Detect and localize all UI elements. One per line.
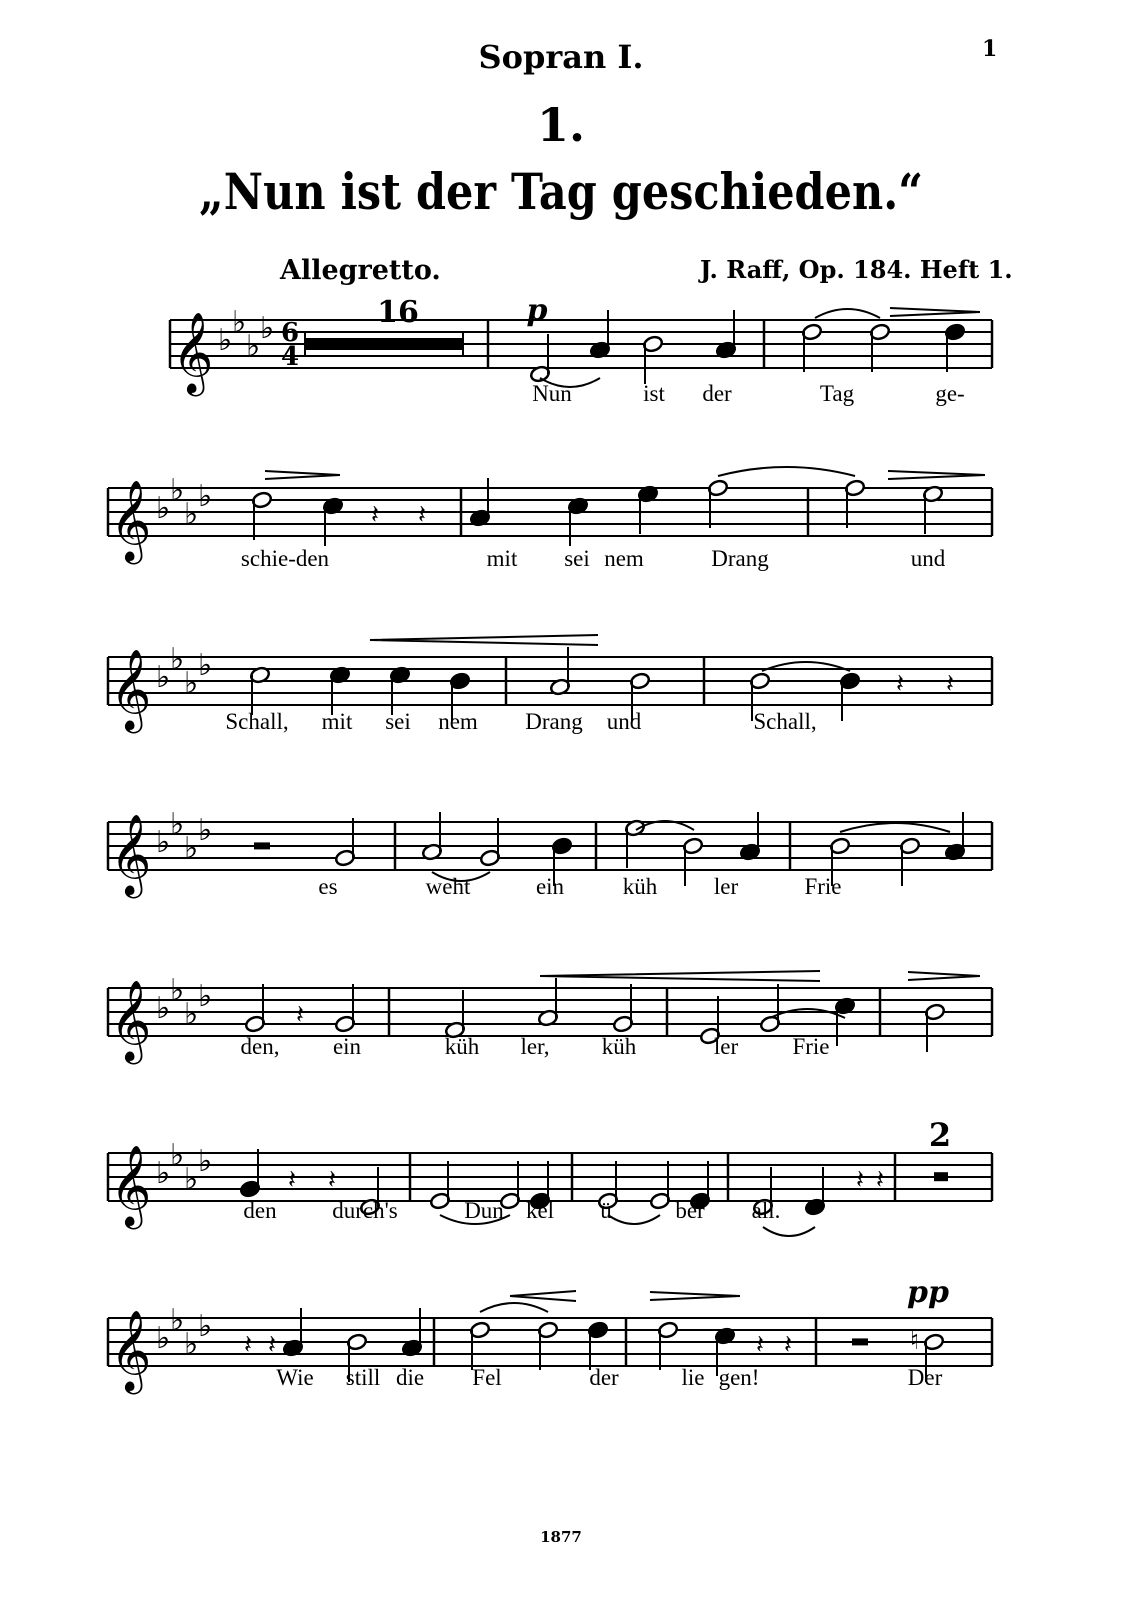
dynamic-pianissimo: pp (907, 1275, 949, 1310)
lyric-syllable: küh (622, 874, 658, 899)
quarter-rest-icon: 𝄽 (328, 1164, 336, 1195)
flat-sign-icon: ♭ (156, 491, 171, 526)
lyric-syllable: all. (751, 1198, 781, 1223)
flat-sign-icon: ♭ (198, 979, 213, 1014)
rest-count-2: 2 (928, 1116, 952, 1154)
flat-sign-icon: ♭ (184, 831, 199, 866)
dynamic-piano: p (526, 293, 548, 328)
flat-sign-icon: ♭ (170, 642, 185, 677)
flat-sign-icon: ♭ (218, 323, 233, 358)
flat-sign-icon: ♭ (184, 666, 199, 701)
quarter-rest-icon: 𝄽 (876, 1164, 884, 1195)
lyric-syllable: mit (486, 546, 518, 571)
lyric-syllable: durch's (332, 1198, 398, 1223)
page-number: 1 (982, 36, 998, 62)
lyric-syllable: der (702, 381, 732, 406)
lyric-syllable: Der (907, 1365, 943, 1390)
lyric-syllable: die (395, 1365, 425, 1390)
staff-systems (108, 305, 992, 1394)
quarter-rest-icon: 𝄽 (856, 1164, 864, 1195)
flat-sign-icon: ♭ (184, 997, 199, 1032)
slur (718, 467, 855, 476)
flat-sign-icon: ♭ (246, 329, 261, 364)
lyric-syllable: den, (240, 1034, 280, 1059)
lyric-syllable: ein (332, 1034, 362, 1059)
flat-sign-icon: ♭ (156, 991, 171, 1026)
flat-sign-icon: ♭ (170, 1303, 185, 1338)
crescendo-hairpin (540, 971, 820, 981)
lyric-syllable: kel (525, 1198, 555, 1223)
flat-sign-icon: ♭ (198, 479, 213, 514)
flat-sign-icon: ♭ (170, 1138, 185, 1173)
slur (840, 823, 950, 832)
lyric-syllable: ler, (520, 1034, 550, 1059)
lyric-syllable: und (606, 709, 642, 734)
lyric-syllable: Fel (472, 1365, 502, 1390)
flat-sign-icon: ♭ (198, 1309, 213, 1344)
lyric-syllable: ein (535, 874, 565, 899)
quarter-rest-icon: 𝄽 (371, 499, 379, 530)
voice-part-heading: Sopran I. (478, 38, 644, 76)
half-rest (254, 842, 270, 849)
quarter-rest-icon: 𝄽 (268, 1329, 276, 1360)
lyric-syllable: und (910, 546, 946, 571)
quarter-rest-icon: 𝄽 (896, 668, 904, 699)
flat-sign-icon: ♭ (170, 807, 185, 842)
flat-sign-icon: ♭ (260, 311, 275, 346)
lyric-syllable: schie-den (240, 546, 330, 571)
quarter-rest-icon: 𝄽 (296, 999, 304, 1030)
lyric-syllable: sei (385, 709, 411, 734)
lyric-syllable: Drang (525, 709, 583, 734)
half-rest (852, 1338, 868, 1345)
decrescendo-hairpin (888, 471, 985, 479)
decrescendo-hairpin (265, 471, 340, 479)
flat-sign-icon: ♭ (170, 973, 185, 1008)
slur (763, 1227, 815, 1236)
treble-clef-icon: 𝄞 (172, 311, 214, 393)
tempo-marking: Allegretto. (280, 255, 441, 286)
slur (770, 1009, 845, 1018)
flat-sign-icon: ♭ (198, 813, 213, 848)
treble-clef-icon: 𝄞 (110, 979, 152, 1061)
decrescendo-hairpin (890, 308, 980, 316)
lyric-syllable: nem (604, 546, 644, 571)
lyric-syllable: Frie (804, 874, 842, 899)
treble-clef-icon: 𝄞 (110, 1309, 152, 1391)
lyric-syllable: nem (438, 709, 478, 734)
lyric-syllable: sei (564, 546, 590, 571)
lyric-syllable: es (318, 874, 338, 899)
flat-sign-icon: ♭ (156, 660, 171, 695)
multi-measure-rest (305, 338, 463, 350)
quarter-rest-icon: 𝄽 (244, 1329, 252, 1360)
lyric-syllable: Tag (819, 381, 855, 406)
composer-credit: J. Raff, Op. 184. Heft 1. (700, 255, 1013, 284)
flat-sign-icon: ♭ (198, 1144, 213, 1179)
lyric-syllable: ge- (935, 381, 965, 406)
lyric-syllable: ü (600, 1198, 612, 1223)
decrescendo-hairpin (908, 972, 980, 980)
song-title: „Nun ist der Tag geschieden.“ (199, 162, 923, 221)
lyric-syllable: mit (321, 709, 353, 734)
lyric-syllable: gen! (718, 1365, 760, 1390)
flat-sign-icon: ♭ (184, 1327, 199, 1362)
decrescendo-hairpin (650, 1292, 740, 1300)
flat-sign-icon: ♭ (156, 825, 171, 860)
staff-system (108, 1303, 992, 1394)
lyric-syllable: Schall, (753, 709, 817, 734)
slur (608, 1215, 660, 1224)
treble-clef-icon: 𝄞 (110, 479, 152, 561)
treble-clef-icon: 𝄞 (110, 1144, 152, 1226)
lyric-syllable: Dun (464, 1198, 504, 1223)
crescendo-hairpin (510, 1291, 576, 1301)
flat-sign-icon: ♭ (198, 648, 213, 683)
flat-sign-icon: ♭ (170, 473, 185, 508)
quarter-rest-icon: 𝄽 (784, 1329, 792, 1360)
lyric-syllable: Frie (792, 1034, 830, 1059)
quarter-rest-icon: 𝄽 (288, 1164, 296, 1195)
quarter-rest-icon: 𝄽 (946, 668, 954, 699)
lyric-syllable: ist (643, 381, 665, 406)
flat-sign-icon: ♭ (156, 1156, 171, 1191)
lyric-syllable: still (345, 1365, 381, 1390)
flat-sign-icon: ♭ (156, 1321, 171, 1356)
piece-number: 1. (536, 98, 586, 152)
quarter-rest-icon: 𝄽 (756, 1329, 764, 1360)
slur (815, 309, 880, 318)
flat-sign-icon: ♭ (184, 1162, 199, 1197)
multi-rest-count: 16 (377, 295, 419, 330)
quarter-rest-icon: 𝄽 (418, 499, 426, 530)
lyric-syllable: Wie (276, 1365, 314, 1390)
lyric-syllable: Schall, (225, 709, 289, 734)
natural-sign-icon: ♮ (910, 1326, 920, 1357)
crescendo-hairpin (370, 635, 598, 645)
time-signature-top: 6 (280, 318, 300, 348)
lyric-syllable: der (589, 1365, 619, 1390)
lyric-syllable: Nun (532, 381, 572, 406)
lyric-syllable: ler (713, 874, 739, 899)
lyric-syllable: Drang (711, 546, 769, 571)
lyric-syllable: weht (425, 874, 471, 899)
flat-sign-icon: ♭ (184, 497, 199, 532)
whole-rest (934, 1172, 948, 1181)
flat-sign-icon: ♭ (232, 305, 247, 340)
time-signature-bottom: 4 (280, 342, 300, 372)
slur (480, 1303, 548, 1312)
lyric-syllable: den (243, 1198, 277, 1223)
treble-clef-icon: 𝄞 (110, 648, 152, 730)
treble-clef-icon: 𝄞 (110, 813, 152, 895)
plate-number: 1877 (540, 1528, 582, 1546)
lyric-syllable: ler (713, 1034, 739, 1059)
lyric-syllable: küh (444, 1034, 480, 1059)
lyric-syllable: küh (601, 1034, 637, 1059)
lyric-syllable: ber (675, 1198, 705, 1223)
lyric-syllable: lie (681, 1365, 705, 1390)
